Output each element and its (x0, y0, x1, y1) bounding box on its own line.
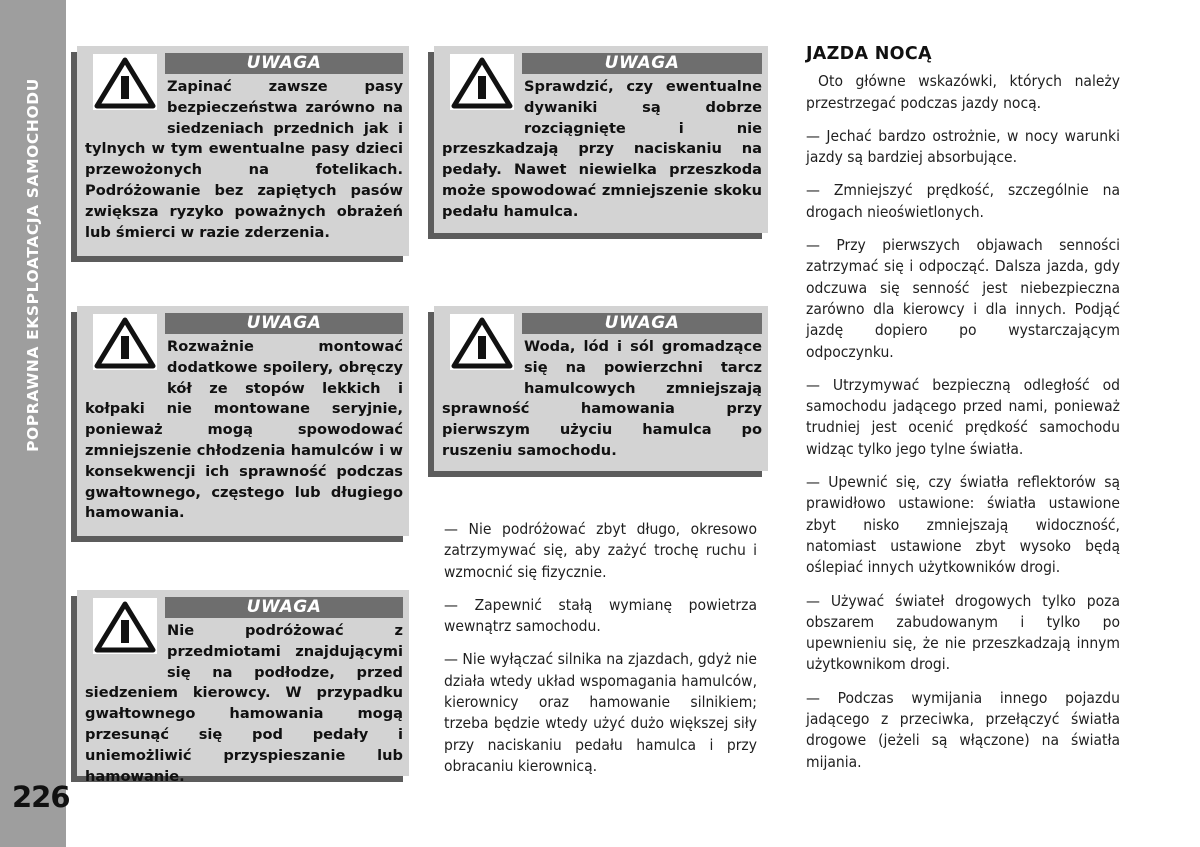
driving-tip-paragraph: — Nie podróżować zbyt długo, okresowo zatrzymywać się, aby zażyć trochę ruchu i wzmocnić się fizycznie. (444, 520, 757, 581)
warning-header: UWAGA (522, 313, 762, 334)
night-tip-paragraph: — Zmniejszyć prędkość, szczególnie na drogach nieoświetlonych. (806, 181, 1120, 221)
warning-box-spoilers (77, 306, 409, 536)
warning-header: UWAGA (165, 53, 403, 74)
section-title: JAZDA NOCĄ (806, 44, 932, 64)
warning-box-floor-mats (434, 46, 768, 233)
warning-text: Woda, lód i sól gromadzące się na powierzchni tarcz hamulcowych zmniejszają sprawność hamowania przy pierwszym użyciu hamulca po ruszeniu samochodu. (442, 338, 762, 459)
warning-header: UWAGA (522, 53, 762, 74)
warning-header: UWAGA (165, 313, 403, 334)
warning-box-loose-objects (77, 590, 409, 785)
section-side-title: POPRAWNA EKSPLOATACJA SAMOCHODU (24, 78, 42, 452)
warning-text: Rozważnie montować dodatkowe spoilery, obręczy kół ze stopów lekkich i kołpaki nie montowane seryjnie, ponieważ mogą spowodować zmniejszenie chłodzenia hamulców i w konsekwencji ich sprawność podczas gwałtownego, częstego lub długiego hamowania. (85, 338, 403, 522)
section-intro: Oto główne wskazówki, których należy przestrzegać podczas jazdy nocą. (806, 72, 1120, 112)
warning-text: Sprawdzić, czy ewentualne dywaniki są dobrze rozciągnięte i nie przeszkadzają przy naciskaniu na pedały. Nawet niewielka przeszkoda może spowodować zmniejszenie skoku pedału hamulca. (442, 78, 762, 220)
warning-header: UWAGA (165, 597, 403, 618)
driving-tip-paragraph: — Nie wyłączać silnika na zjazdach, gdyż nie działa wtedy układ wspomagania hamulców, kierownicy oraz hamowanie silnikiem; trzeba będzie wtedy użyć dużo większej siły przy naciskaniu pedału hamulca i przy obracaniu kierownicą. (444, 650, 757, 775)
night-tip-paragraph: — Podczas wymijania innego pojazdu jadącego z przeciwka, przełączyć światła drogowe (jeżeli są włączone) na światła mijania. (806, 688, 1120, 771)
night-tip-paragraph: — Jechać bardzo ostrożnie, w nocy warunki jazdy są bardziej absorbujące. (806, 126, 1120, 167)
warning-box-brake-discs (434, 306, 768, 471)
warning-text: Nie podróżować z przedmiotami znajdującymi się na podłodze, przed siedzeniem kierowcy. W przypadku gwałtownego hamowania mogą przesunąć się pod pedały i uniemożliwić przyspieszanie lub hamowanie. (85, 622, 403, 785)
night-driving-section (806, 44, 1120, 785)
night-tip-paragraph: — Upewnić się, czy światła reflektorów są prawidłowo ustawione: światła ustawione zbyt nisko zmniejszają widoczność, natomiast ustawione zbyt wysoko będą oślepiać innych użytkowników drogi. (806, 473, 1120, 577)
night-tip-paragraph: — Używać świateł drogowych tylko poza obszarem zabudowanym i tylko po upewnieniu się, że nie przeszkadzają innym użytkownikom drogi. (806, 591, 1120, 674)
night-tip-paragraph: — Utrzymywać bezpieczną odległość od samochodu jadącego przed nami, ponieważ trudniej jest ocenić prędkość samochodu widząc tylko jego tylne światła. (806, 375, 1120, 458)
warning-box-seatbelts (77, 46, 409, 256)
night-tip-paragraph: — Przy pierwszych objawach senności zatrzymać się i odpocząć. Dalsza jazda, gdy odczuwa się senność jest niebezpieczna zarówno dla kierowcy i dla innych. Podjąć jazdę dopiero po wystarczającym odpoczynku. (806, 236, 1120, 361)
page-number: 226 (12, 780, 70, 814)
driving-tip-paragraph: — Zapewnić stałą wymianę powietrza wewnątrz samochodu. (444, 595, 757, 636)
driving-tips-column (444, 519, 757, 789)
warning-text: Zapinać zawsze pasy bezpieczeństwa zarówno na siedzeniach przednich jak i tylnych w tym ewentualne pasy dzieci przewożonych na fotelikach. Podróżowanie bez zapiętych pasów zwiększa ryzyko poważnych obrażeń lub śmierci w razie zderzenia. (85, 78, 403, 241)
side-band (0, 0, 70, 847)
